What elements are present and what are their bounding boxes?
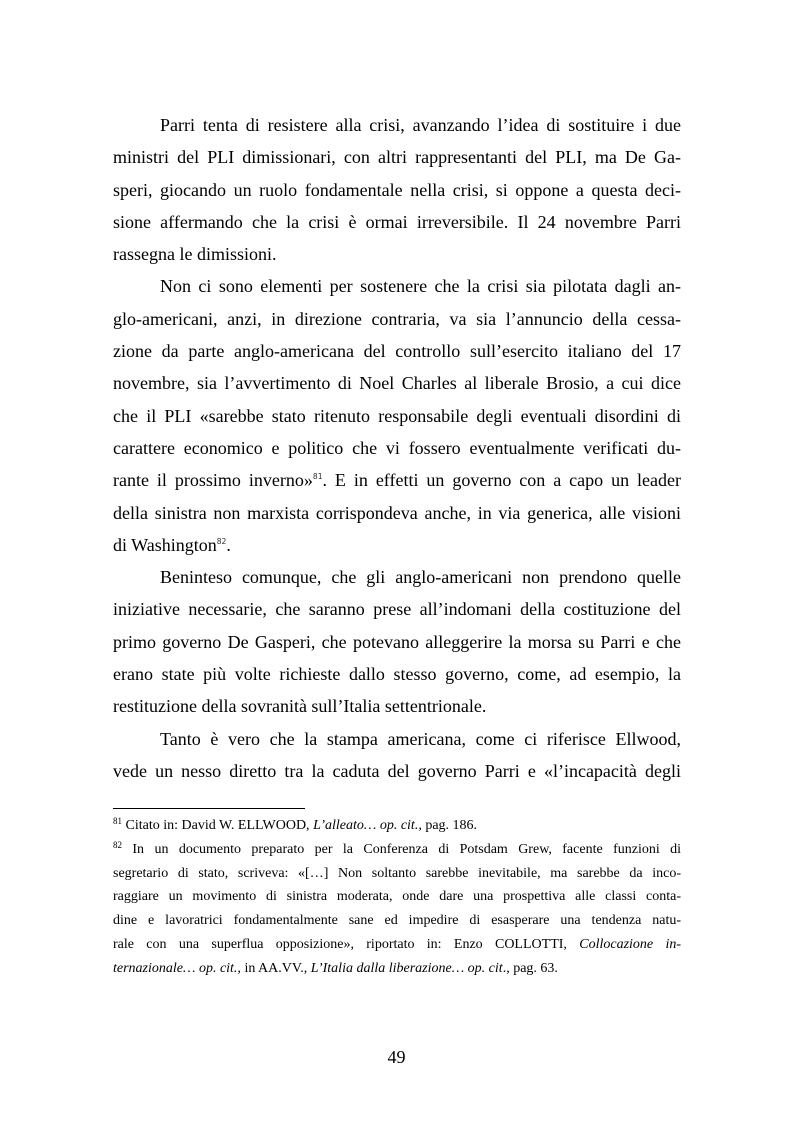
text-line: glo-americani, anzi, in direzione contraria, va sia l’annuncio della cessa- [113, 308, 681, 329]
text-segment-italic: L’alleato… op. cit., [313, 818, 422, 833]
footnote-82-line: raggiare un movimento di sinistra moderata, onde dare una prospettiva alle classi conta- [113, 889, 681, 905]
text-line: erano state più volte richieste dallo stesso governo, come, ad esempio, la [113, 664, 681, 685]
text-line: sione affermando che la crisi è ormai irreversibile. Il 24 novembre Parri [113, 211, 681, 232]
text-line: rassegna le dimissioni. [113, 244, 277, 265]
text-line: carattere economico e politico che vi fossero eventualmente verificati du- [113, 437, 681, 458]
text-segment: di Washington [113, 534, 217, 555]
text-line: restituzione della sovranità sull’Italia settentrionale. [113, 696, 487, 717]
text-segment: rale con una superflua opposizione», riportato in: Enzo COLLOTTI, [113, 936, 580, 952]
text-line [113, 529, 681, 561]
text-segment-italic: L’Italia dalla liberazione… op. cit [310, 960, 503, 976]
text-segment: in AA.VV., [240, 960, 311, 976]
text-line: vede un nesso diretto tra la caduta del governo Parri e «l’incapacità degli [113, 760, 681, 781]
footnotes [113, 814, 681, 981]
body-text [113, 109, 681, 787]
footnote-82-line [113, 933, 681, 957]
text-segment-italic: Collocazione in- [579, 936, 681, 952]
text-line: zione da parte anglo-americana del controllo sull’esercito italiano del 17 [113, 341, 681, 362]
footnote-82-line [113, 838, 681, 862]
footnote-ref-81[interactable]: 81 [312, 472, 323, 482]
text-line: primo governo De Gasperi, che potevano alleggerire la morsa su Parri e che [113, 631, 681, 652]
text-line: speri, giocando un ruolo fondamentale nella crisi, si oppone a questa deci- [113, 179, 681, 200]
text-line: Tanto è vero che la stampa americana, come ci riferisce Ellwood, [160, 728, 681, 749]
text-line: novembre, sia l’avvertimento di Noel Charles al liberale Brosio, a cui dice [113, 373, 681, 394]
footnote-number: 81 [113, 816, 122, 826]
text-segment: rante il prossimo inverno» [113, 470, 313, 491]
text-line [113, 464, 681, 496]
text-line: iniziative necessarie, che saranno prese all’indomani della costituzione del [113, 599, 681, 620]
text-segment: pag. 186. [421, 818, 478, 833]
text-segment-italic: ternazionale… op. cit., [113, 960, 241, 976]
footnote-number: 82 [113, 839, 122, 850]
footnote-ref-82[interactable]: 82 [216, 536, 227, 546]
text-segment: . [226, 534, 231, 555]
text-segment: . E in effetti un governo con a capo un leader [322, 470, 682, 491]
text-segment: ., pag. 63. [502, 960, 558, 976]
text-segment: In un documento preparato per la Conferenza di Potsdam Grew, facente funzioni di [132, 841, 681, 857]
text-segment: Citato in: David W. ELLWOOD, [125, 818, 314, 833]
text-line: Non ci sono elementi per sostenere che la crisi sia pilotata dagli an- [160, 276, 681, 297]
text-line: che il PLI «sarebbe stato ritenuto responsabile degli eventuali disordini di [113, 405, 681, 426]
footnote-82-line: segretario di stato, scriveva: «[…] Non soltanto sarebbe inevitabile, ma sarebbe da inco- [113, 865, 681, 881]
text-line: Parri tenta di resistere alla crisi, avanzando l’idea di sostituire i due [160, 115, 681, 135]
footnote-separator [113, 808, 305, 809]
text-line: ministri del PLI dimissionari, con altri rappresentanti del PLI, ma De Ga- [113, 147, 681, 168]
text-line: Beninteso comunque, che gli anglo-americani non prendono quelle [160, 567, 681, 588]
text-line: della sinistra non marxista corrispondeva anche, in via generica, alle visioni [113, 502, 681, 523]
footnote-82-line: dine e lavoratrici fondamentalmente sane ed impedire di esasperare una tendenza natu- [113, 913, 681, 929]
footnote-81 [113, 814, 681, 838]
footnote-82-line [113, 957, 681, 981]
page-number: 49 [387, 1047, 406, 1067]
